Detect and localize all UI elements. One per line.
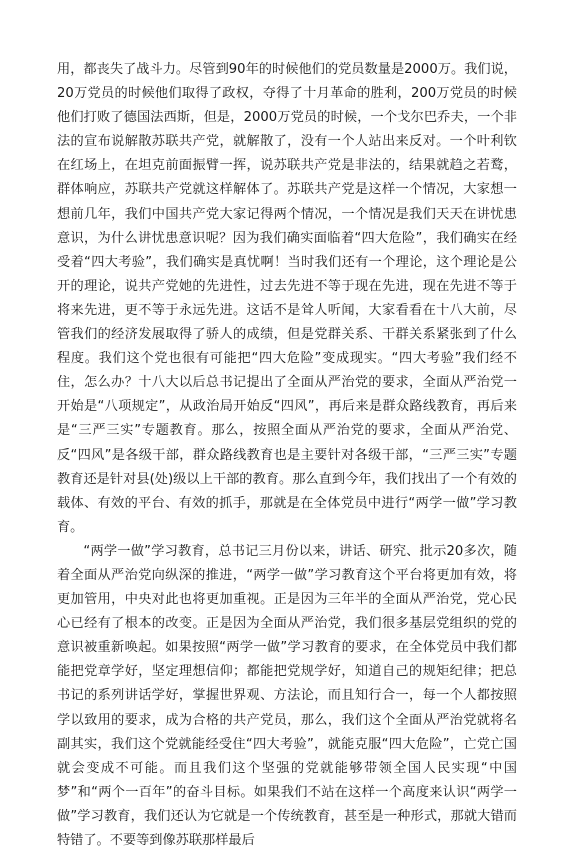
document-page [57, 58, 517, 853]
body-paragraph-2: “两学一做”学习教育，总书记三月份以来，讲话、研究、批示20多次，随着全面从严治党向纵深的推进，“两学一做”学习教育这个平台将更加有效，将更加管用，中央对此也将更加重视。正是因为三年半的全面从严治党，党心民心已经有了根本的改变。正是因为全面从严治党，我们很多基层党组织的党的意识被重新唤起。如果按照“两学一做”学习教育的要求，在全体党员中我们都能把党章学好，坚定理想信仰；都能把党规学好，知道自己的规矩纪律；把总书记的系列讲话学好，掌握世界观、方法论，而且知行合一，每一个人都按照学以致用的要求，成为合格的共产党员，那么，我们这个全面从严治党就将名副其实，我们这个党就能经受住“四大考验”，就能克服“四大危险”，亡党亡国就会变成不可能。而且我们这个坚强的党就能够带领全国人民实现“中国梦”和“两个一百年”的奋斗目标。如果我们不站在这样一个高度来认识“两学一做”学习教育，我们还认为它就是一个传统教育，甚至是一种形式，那就大错而特错了。不要等到像苏联那样最后 [57, 543, 517, 848]
body-paragraph-1: 用，都丧失了战斗力。尽管到90年的时候他们的党员数量是2000万。我们说，20万党员的时候他们取得了政权，夺得了十月革命的胜利，200万党员的时候他们打败了德国法西斯，但是，2000万党员的时候，一个戈尔巴乔夫，一个非法的宣布说解散苏联共产党，就解散了，没有一个人站出来反对。一个叶利钦在红场上，在坦克前面振臂一挥，说苏联共产党是非法的，结果就趋之若鹜，群体响应，苏联共产党就这样解体了。苏联共产党是这样一个情况，大家想一想前几年，我们中国共产党大家记得两个情况，一个情况是我们天天在讲忧患意识，为什么讲忧患意识呢？因为我们确实面临着“四大危险”，我们确实在经受着“四大考验”，我们确实是真忧啊！当时我们还有一个理论，这个理论是公开的理论，说共产党她的先进性，过去先进不等于现在先进，现在先进不等于将来先进，更不等于永远先进。这话不是耸人听闻，大家看看在十八大前，尽管我们的经济发展取得了骄人的成绩，但是党群关系、干群关系紧张到了什么程度。我们这个党也很有可能把“四大危险”变成现实。“四大考验”我们经不住，怎么办？十八大以后总书记提出了全面从严治党的要求，全面从严治党一开始是“八项规定”，从政治局开始反“四风”，再后来是群众路线教育，再后来是“三严三实”专题教育。那么，按照全面从严治党的要求，全面从严治党、反“四风”是各级干部，群众路线教育也是主要针对各级干部，“三严三实”专题教育还是针对县(处)级以上干部的教育。那么直到今年，我们找出了一个有效的载体、有效的平台、有效的抓手，那就是在全体党员中进行“两学一做”学习教育。 [57, 62, 517, 535]
